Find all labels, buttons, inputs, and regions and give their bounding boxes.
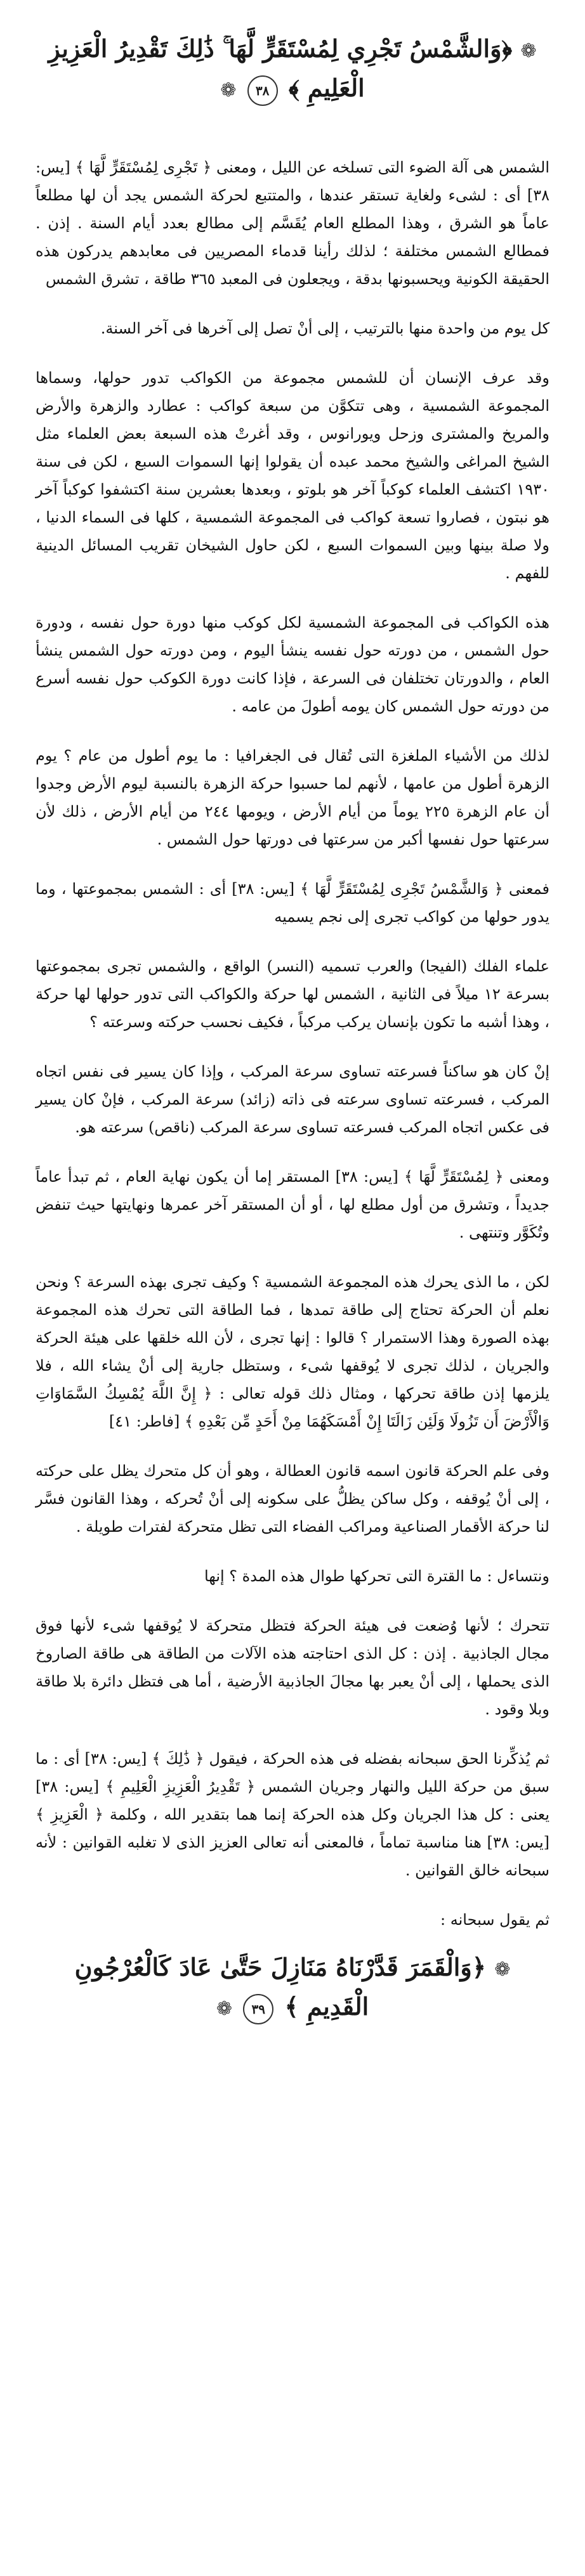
paragraph-12: ونتساءل : ما القترة التى تحركها طوال هذه المدة ؟ إنها <box>204 1567 549 1585</box>
verse-heading-top <box>48 30 537 109</box>
paragraph-11: وفى علم الحركة قانون اسمه قانون العطالة ، وهو أن كل متحرك يظل على حركته ، إلى أنْ يُوقفه ، وكل ساكن يظلُّ على سكونه إلى أنْ تُحركه ، وهذا القانون فسَّر لنا حركة الأقمار الصناعية ومراكب الفضاء التى تظل متحركة لفترات طويلة . <box>36 1462 549 1536</box>
ayah-number-badge-bottom: ٣٩ <box>243 1994 273 2024</box>
paragraph-9: ومعنى ﴿ لِمُسْتَقَرٍّ لَّهَا ﴾ [يس: ٣٨] المستقر إما أن يكون نهاية العام ، ثم تبدأ عاماً جديداً ، وتشرق من أول مطلع لها ، أو أن المستقر آخر عمرها ونهايتها حيث تنفض وتُكَوَّر وتنتهى . <box>36 1168 549 1241</box>
paragraph-4: هذه الكواكب فى المجموعة الشمسية لكل كوكب منها دورة حول نفسه ، ودورة حول الشمس ، من دورته حول نفسه ينشأ اليوم ، ومن دورته حول الشمس ينشأ العام ، والدورتان تختلفان فى السرعة ، فإذا كانت دورة الكوكب حول نفسه أسرع من دورته حول الشمس كان يومه أطولَ من عامه . <box>36 614 549 715</box>
paragraph-2: كل يوم من واحدة منها بالترتيب ، إلى أنْ تصل إلى آخرها فى آخر السنة. <box>100 320 549 337</box>
paragraph-10: لكن ، ما الذى يحرك هذه المجموعة الشمسية ؟ وكيف تجرى بهذه السرعة ؟ ونحن نعلم أن الحركة تحتاج إلى طاقة تمدها ، فما الطاقة التى تحرك هذه المجموعة بهذه الصورة وهذا الاستمرار ؟ قالوا : إنها تجرى ، لأن الله خلقها على هيئة الحركة والجريان ، لذلك تجرى لا يُوقفها شىء ، وستظل جارية إلى أنْ يشاء الله ، فلا يلزمها إذن طاقة تحركها ، ومثال ذلك قوله تعالى : ﴿ إِنَّ اللَّهَ يُمْسِكُ السَّمَاوَاتِ وَالْأَرْضَ أَن تَزُولَا وَلَئِن زَالَتَا إِنْ أَمْسَكَهُمَا مِنْ أَحَدٍ مِّن بَعْدِهِ ﴾ [فاطر: ٤١] <box>36 1273 550 1430</box>
ayah-number-badge-top: ٣٨ <box>247 75 278 106</box>
ornament-right-icon: ❁ <box>216 1998 232 2020</box>
verse-text-top: ﴿وَالشَّمْسُ تَجْرِي لِمُسْتَقَرٍّ لَّهَا ۚ ذَٰلِكَ تَقْدِيرُ الْعَزِيزِ الْعَلِيمِ ﴾ <box>48 34 513 102</box>
paragraph-14: ثم يُذكِّرنا الحق سبحانه بفضله فى هذه الحركة ، فيقول ﴿ ذَٰلِكَ ﴾ [يس: ٣٨] أى : ما سبق من حركة الليل والنهار وجريان الشمس ﴿ تَقْدِيرُ الْعَزِيزِ الْعَلِيمِ ﴾ [يس: ٣٨] يعنى : كل هذا الجريان وكل هذه الحركة إنما هما بتقدير الله ، وكلمة ﴿ الْعَزِيزِ ﴾ [يس: ٣٨] هنا مناسبة تماماً ، فالمعنى أنه تعالى العزيز الذى لا تغلبه القوانين : لأنه سبحانه خالق القوانين . <box>36 1750 550 1879</box>
ornament-right-icon: ❁ <box>220 79 237 101</box>
paragraph-3: وقد عرف الإنسان أن للشمس مجموعة من الكواكب تدور حولها، وسماها المجموعة الشمسية ، وهى تتكوَّن من سبعة كواكب : عطارد والزهرة والأرض والمريخ والمشترى وزحل ويورانوس ، وقد أغرتْ هذه السبعة بعض العلماء مثل الشيخ المراغى والشيخ محمد عبده أن يقولوا إنها السموات السبع ، لكن فى سنة ١٩٣٠ اكتشف العلماء كوكباً آخر هو بلوتو ، وبعدها بعشرين سنة اكتشفوا كوكباً آخر هو نبتون ، فصاروا تسعة كواكب فى المجموعة الشمسية ، كلها فى السماء الدنيا ، ولا صلة بينها وبين السموات السبع ، لكن حاول الشيخان تقريب المسائل الدينية للفهم . <box>36 369 550 582</box>
ornament-left-icon: ❁ <box>520 40 537 62</box>
verse-heading-bottom <box>48 1949 537 2028</box>
paragraph-1: الشمس هى آلة الضوء التى تسلخه عن الليل ، ومعنى ﴿ تَجْرِى لِمُسْتَقَرٍّ لَّهَا ﴾ [يس: ٣٨] أى : لشىء ولغاية تستقر عندها ، والمتتبع لحركة الشمس يجد أن لها مطلعاً عاماً هو الشرق ، وهذا المطلع العام يُقَسَّم إلى مطالع بعدد أيام السنة . إذن . فمطالع الشمس مختلفة ؛ لذلك رأينا قدماء المصريين فى معابدهم يدركون هذه الحقيقة الكونية ويحسبونها بدقة ، ويجعلون فى المعبد ٣٦٥ طاقة ، تشرق الشمس <box>36 159 550 288</box>
paragraph-15: ثم يقول سبحانه : <box>440 1911 549 1929</box>
paragraph-7: علماء الفلك (الفيجا) والعرب تسميه (النسر) الواقع ، والشمس تجرى بمجموعتها بسرعة ١٢ ميلاً فى الثانية ، الشمس لها حركة والكواكب التى تدور حولها لها حركة ، وهذا أشبه ما تكون بإنسان يركب مركباً ، فكيف نحسب حركته وسرعته ؟ <box>36 957 549 1031</box>
paragraph-8: إنْ كان هو ساكناً فسرعته تساوى سرعة المركب ، وإذا كان يسير فى نفس اتجاه المركب ، فسرعته تساوى سرعته فى ذاته (زائد) سرعة المركب ، فإنْ كان يسير فى عكس اتجاه المركب فسرعته تساوى سرعة المركب (ناقص) سرعته هو. <box>36 1063 549 1136</box>
paragraph-6: فمعنى ﴿ وَالشَّمْسُ تَجْرِى لِمُسْتَقَرٍّ لَّهَا ﴾ [يس: ٣٨] أى : الشمس بمجموعتها ، وما يدور حولها من كواكب تجرى إلى نجم يسميه <box>36 880 549 926</box>
verse-text-bottom: ﴿وَالْقَمَرَ قَدَّرْنَاهُ مَنَازِلَ حَتَّىٰ عَادَ كَالْعُرْجُونِ الْقَدِيمِ ﴾ <box>74 1953 486 2021</box>
ornament-left-icon: ❁ <box>494 1958 511 1981</box>
paragraph-13: تتحرك ؛ لأنها وُضعت فى هيئة الحركة فتظل متحركة لا يُوقفها شىء لأنها فوق مجال الجاذبية . إذن : كل الذى احتاجته هذه الآلات من الطاقة هى طاقة الصاروخ الذى يحملها ، إلى أنْ يعبر بها مجالَ الجاذبية الأرضية ، أما هى فتظل دائرة بلا طاقة وبلا وقود . <box>36 1617 549 1718</box>
paragraph-5: لذلك من الأشياء الملغزة التى تُقال فى الجغرافيا : ما يوم أطول من عام ؟ يوم الزهرة أطول من عامها ، لأنهم لما حسبوا حركة الزهرة بالنسبة ليوم الأرض وجدوا أن عام الزهرة ٢٢٥ يوماً من أيام الأرض ، ويومها ٢٤٤ من أيام الأرض ، ذلك لأن سرعتها حول نفسها أكبر من سرعتها فى دورتها حول الشمس . <box>36 747 550 848</box>
